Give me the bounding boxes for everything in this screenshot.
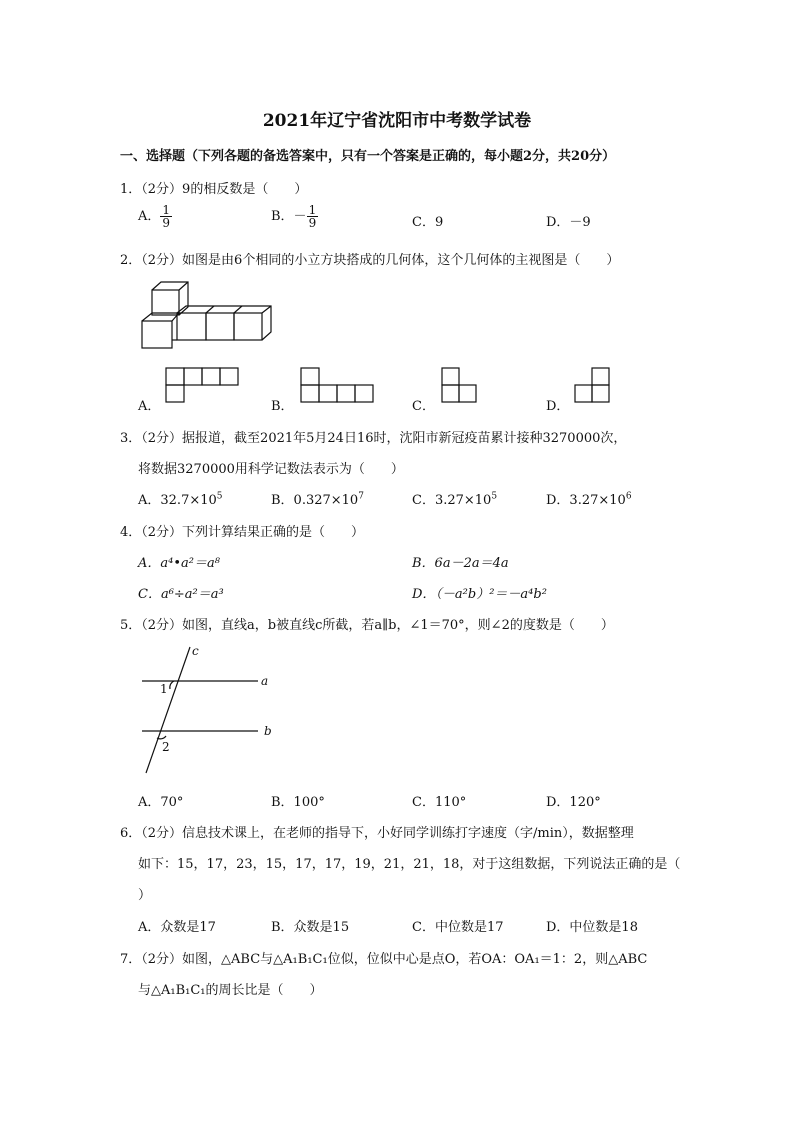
question-3-stem-line-1: 3．（2分）据报道，截至2021年5月24日16时，沈阳市新冠疫苗累计接种3270000次， xyxy=(120,431,627,446)
front-view-option-a xyxy=(166,368,240,404)
question-4-option-c: C．a⁶÷a²＝a³ xyxy=(138,587,224,602)
question-6-option-c: C．中位数是17 xyxy=(412,920,504,935)
question-5-stem: 5．（2分）如图，直线a，b被直线c所截，若a∥b，∠1＝70°，则∠2的度数是（ ） xyxy=(120,618,614,633)
question-2-option-c: C． xyxy=(412,399,435,414)
option-label: A． xyxy=(138,209,161,224)
question-3-option-a xyxy=(138,489,223,508)
label-angle-1: 1 xyxy=(160,682,168,696)
question-2-stem: 2．（2分）如图是由6个相同的小立方块搭成的几何体，这个几何体的主视图是（ ） xyxy=(120,253,620,268)
question-4-stem: 4．（2分）下列计算结果正确的是（ ） xyxy=(120,525,365,540)
label-angle-2: 2 xyxy=(162,740,170,754)
front-view-option-d xyxy=(575,368,615,404)
question-6-option-a: A．众数是17 xyxy=(138,920,216,935)
numerator: 1 xyxy=(162,203,171,217)
exponent: 5 xyxy=(491,491,498,502)
exponent: 7 xyxy=(358,491,364,502)
exponent: 5 xyxy=(216,491,223,502)
question-7-stem-line-2: 与△A₁B₁C₁的周长比是（ ） xyxy=(138,983,323,998)
label-line-a: a xyxy=(261,674,269,688)
question-2-option-d: D． xyxy=(546,399,570,414)
question-6-stem-line-1: 6．（2分）信息技术课上，在老师的指导下，小好同学训练打字速度（字/min），数据整理 xyxy=(120,826,634,841)
question-3-option-d xyxy=(546,489,632,508)
question-5-option-d: D．120° xyxy=(546,795,601,810)
question-5-option-b: B．100° xyxy=(271,795,325,810)
question-7-stem-line-1: 7．（2分）如图，△ABC与△A₁B₁C₁位似，位似中心是点O，若OA：OA₁＝1：2，则△ABC xyxy=(120,952,648,967)
option-label: D．3.27×10 xyxy=(546,493,626,508)
question-6-stem-line-2: 如下：15，17，23，15，17，17，19，21，21，18，对于这组数据，下列说法正确的是（ xyxy=(138,857,681,872)
question-6-option-b: B．众数是15 xyxy=(271,920,350,935)
question-5-option-a: A．70° xyxy=(138,795,184,810)
question-6-option-d: D．中位数是18 xyxy=(546,920,638,935)
question-1-option-d: D．－9 xyxy=(546,215,591,230)
option-label: B．0.327×10 xyxy=(271,493,359,508)
question-2-option-a: A． xyxy=(138,399,161,414)
front-view-option-b xyxy=(301,368,375,404)
numerator: 1 xyxy=(308,203,317,217)
denominator: 9 xyxy=(308,216,317,230)
page-title: 2021年辽宁省沈阳市中考数学试卷 xyxy=(262,111,532,131)
fraction xyxy=(307,204,319,229)
option-label: B．－ xyxy=(271,209,307,224)
option-label: C．3.27×10 xyxy=(412,493,492,508)
question-3-option-b xyxy=(271,489,364,508)
question-1-option-b xyxy=(271,204,318,229)
question-1-option-c: C．9 xyxy=(412,215,444,230)
label-line-b: b xyxy=(264,724,272,738)
question-3-stem-line-2: 将数据3270000用科学记数法表示为（ ） xyxy=(138,462,404,477)
front-view-option-c xyxy=(442,368,482,404)
question-4-option-a: A．a⁴•a²＝a⁸ xyxy=(138,556,220,571)
label-line-c: c xyxy=(192,644,199,658)
question-1-stem: 1．（2分）9的相反数是（ ） xyxy=(120,182,308,197)
exponent: 6 xyxy=(625,491,632,502)
option-label: A．32.7×10 xyxy=(138,493,217,508)
question-2-option-b: B． xyxy=(271,399,294,414)
question-6-stem-line-3: ） xyxy=(138,888,152,903)
question-5-option-c: C．110° xyxy=(412,795,467,810)
cube-solid-figure xyxy=(140,280,275,350)
denominator: 9 xyxy=(162,216,171,230)
question-4-option-b: B．6a－2a＝4a xyxy=(412,556,509,571)
section-heading: 一、选择题（下列各题的备选答案中，只有一个答案是正确的，每小题2分，共20分） xyxy=(120,149,616,164)
question-1-option-a xyxy=(138,204,172,229)
fraction xyxy=(160,204,172,229)
parallel-lines-figure xyxy=(140,643,280,778)
question-3-option-c xyxy=(412,489,497,508)
question-4-option-d: D．（－a²b）²＝－a⁴b² xyxy=(412,587,547,602)
